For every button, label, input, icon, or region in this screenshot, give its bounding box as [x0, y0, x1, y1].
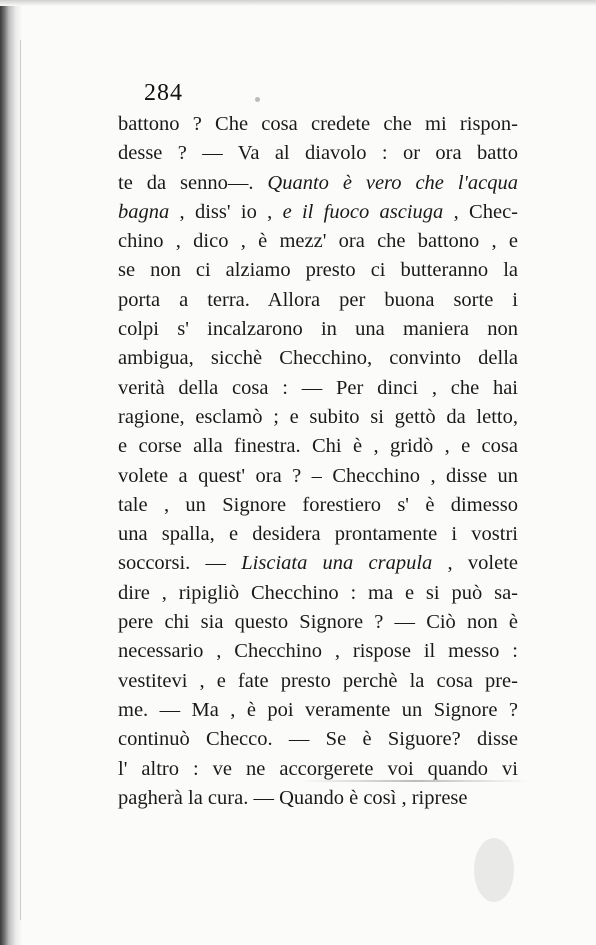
text-line [118, 667, 518, 696]
italic-text: Lisciata una crapula [241, 552, 433, 575]
text-segment: me. — Ma , è poi veramente un Signore ? [118, 698, 518, 721]
text-line [118, 169, 518, 198]
text-segment: verità della cosa : — Per dinci , che hai [118, 376, 518, 399]
text-segment: una spalla, e desidera prontamente i vostri [118, 523, 518, 546]
text-segment: , Chec- [443, 200, 518, 223]
text-line [118, 403, 518, 432]
text-segment: vestitevi , e fate presto perchè la cosa pre- [118, 669, 518, 692]
text-line [118, 549, 518, 578]
text-segment: te da senno—. [118, 171, 268, 194]
bottom-rule [300, 780, 530, 782]
text-segment: volete a quest' ora ? – Checchino , disse un [118, 464, 518, 487]
page-number: 284 [144, 80, 183, 106]
italic-text: Quanto è vero che l'acqua [267, 171, 518, 194]
italic-text: bagna [118, 200, 170, 223]
scan-edge-top [0, 0, 596, 6]
gutter-line [20, 40, 21, 920]
text-line [118, 110, 518, 139]
text-line [118, 432, 518, 461]
text-segment: battono ? Che cosa credete che mi rispon- [118, 113, 518, 135]
text-segment: l' altro : ve ne accorgerete voi quando vi [118, 757, 518, 780]
text-line [118, 608, 518, 637]
text-segment: tale , un Signore forestiero s' è dimesso [118, 493, 518, 516]
text-line [118, 139, 518, 168]
text-segment: soccorsi. — [118, 552, 242, 575]
text-segment: ambigua, sicchè Checchino, convinto della [118, 347, 518, 370]
text-line [118, 491, 518, 520]
text-segment: desse ? — Va al diavolo : or ora batto [118, 142, 518, 165]
text-line [118, 286, 518, 315]
text-line [118, 256, 518, 285]
text-segment: porta a terra. Allora per buona sorte i [118, 288, 518, 311]
italic-text: e il fuoco asciuga [282, 200, 444, 223]
text-line [118, 462, 518, 491]
text-line [118, 374, 518, 403]
page-stain [255, 97, 260, 102]
text-segment: e corse alla finestra. Chi è , gridò , e cosa [118, 435, 518, 458]
text-segment: pere chi sia questo Signore ? — Ciò non è [118, 611, 518, 634]
text-segment: chino , dico , è mezz' ora che battono , e [118, 230, 518, 253]
text-segment: continuò Checco. — Se è Siguore? disse [118, 728, 518, 751]
text-line [118, 520, 518, 549]
scan-edge-left [0, 0, 22, 945]
text-segment: , volete [432, 552, 518, 575]
text-segment: necessario , Checchino , rispose il messo : [118, 640, 518, 663]
page-stain [474, 838, 514, 902]
text-segment: se non ci alziamo presto ci butteranno la [118, 259, 518, 282]
text-segment: pagherà la cura. — Quando è così , riprese [118, 786, 468, 809]
text-line [118, 637, 518, 666]
text-line [118, 227, 518, 256]
text-line [118, 344, 518, 373]
text-segment: , diss' io , [169, 200, 283, 223]
body-text [118, 110, 518, 813]
text-line [118, 696, 518, 725]
text-line [118, 579, 518, 608]
text-line [118, 725, 518, 754]
text-segment: dire , ripigliò Checchino : ma e si può sa- [118, 581, 518, 604]
text-line [118, 784, 518, 813]
text-segment: ragione, esclamò ; e subito si gettò da letto, [118, 405, 518, 428]
text-line [118, 315, 518, 344]
text-line [118, 198, 518, 227]
text-segment: colpi s' incalzarono in una maniera non [118, 318, 518, 341]
